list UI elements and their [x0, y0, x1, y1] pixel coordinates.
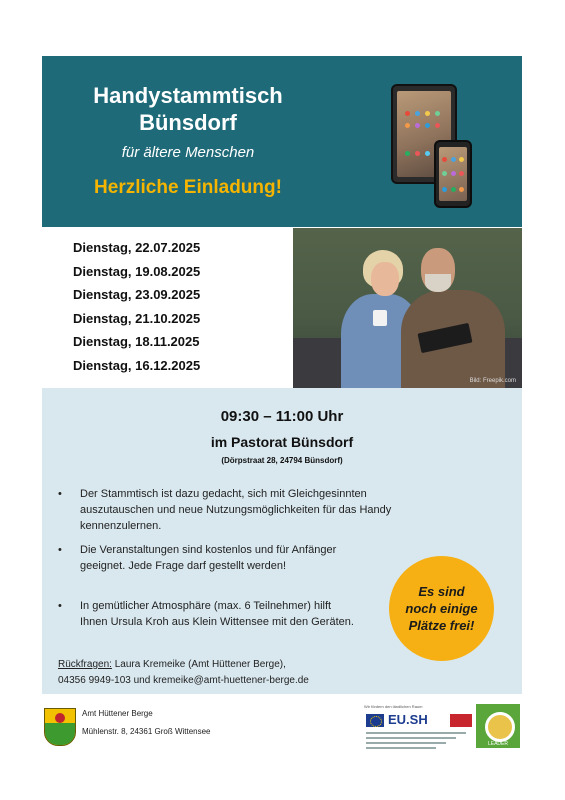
bullet-text: Der Stammtisch ist dazu gedacht, sich mit Gleichgesinnten auszutauschen und neue Nutzungsmöglichkeiten für das Handy kennenzulernen.	[80, 488, 392, 532]
amt-address: Mühlenstr. 8, 24361 Groß Wittensee	[82, 727, 211, 736]
bullet-text: Die Veranstaltungen sind kostenlos und für Anfänger geeignet. Jede Frage darf gestellt werden!	[80, 544, 337, 572]
phone-image	[434, 140, 472, 208]
page-title	[78, 82, 298, 136]
event-time: 09:30 – 11:00 Uhr	[220, 408, 344, 425]
photo-credit: Bild: Freepik.com	[469, 378, 516, 384]
date-item: Dienstag, 18.11.2025	[73, 334, 200, 350]
title-line-2: Bünsdorf	[139, 110, 237, 135]
bullet-text: In gemütlicher Atmosphäre (max. 6 Teilnehmer) hilft Ihnen Ursula Kroh aus Klein Wittensee mit den Geräten.	[80, 600, 354, 628]
title-line-1: Handystammtisch	[93, 83, 283, 108]
seniors-photo	[293, 228, 522, 388]
header-banner	[42, 56, 522, 227]
badge-line-3: Plätze frei!	[408, 618, 475, 633]
event-place: im Pastorat Bünsdorf	[210, 434, 354, 450]
contact-name: Laura Kremeike (Amt Hüttener Berge),	[111, 659, 286, 670]
event-address: (Dörpstraat 28, 24794 Bünsdorf)	[221, 456, 343, 465]
eu-logo-text: EU.SH	[388, 712, 428, 727]
photo-cup	[373, 310, 387, 326]
phone-screen	[439, 147, 467, 201]
contact-label: Rückfragen:	[58, 659, 112, 670]
leader-logo-text: LEADER	[487, 741, 508, 747]
date-list	[73, 236, 283, 378]
eu-caption: Wir fördern den ländlichen Raum	[364, 704, 423, 709]
badge-line-1: Es sind	[418, 584, 465, 599]
date-item: Dienstag, 19.08.2025	[73, 263, 201, 279]
amt-name: Amt Hüttener Berge	[82, 709, 153, 718]
badge-line-2: noch einige	[405, 601, 478, 616]
eu-sh-logo	[364, 704, 476, 756]
leader-emblem-icon	[485, 712, 515, 742]
date-item: Dienstag, 22.07.2025	[73, 240, 201, 255]
eu-flag-icon	[366, 714, 384, 727]
date-item: Dienstag, 23.09.2025	[73, 287, 201, 303]
subtitle: für ältere Menschen	[121, 144, 255, 161]
contact-details[interactable]: 04356 9949-103 und kremeike@amt-huettener-berge.de	[58, 675, 309, 686]
sh-crest-icon	[450, 714, 472, 727]
date-item: Dienstag, 16.12.2025	[73, 357, 201, 373]
bullet-icon: •	[58, 544, 62, 556]
bullet-item	[58, 598, 360, 630]
contact-info	[58, 657, 309, 689]
bullet-icon: •	[58, 600, 62, 612]
photo-woman-face	[371, 262, 399, 296]
amt-crest-logo	[44, 708, 76, 746]
bullet-item	[58, 542, 350, 574]
availability-badge	[389, 556, 494, 661]
invitation-text: Herzliche Einladung!	[94, 177, 282, 198]
bullet-item	[58, 486, 430, 534]
leader-logo	[476, 704, 520, 748]
date-item: Dienstag, 21.10.2025	[73, 310, 201, 326]
photo-man-beard	[425, 274, 451, 292]
bullet-icon: •	[58, 488, 62, 500]
eu-fine-print	[366, 732, 466, 752]
